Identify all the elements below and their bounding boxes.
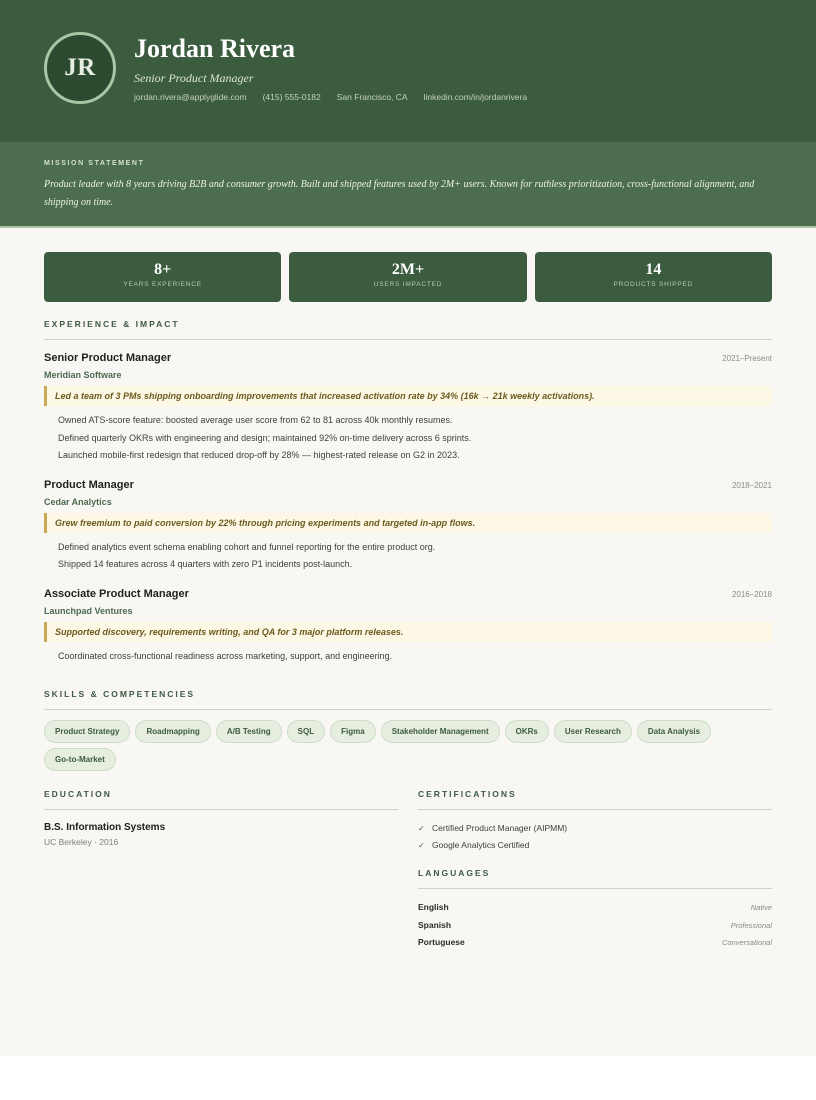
job-bullet: Owned ATS-score feature: boosted average user score from 62 to 81 across 40k monthly resumes.: [58, 415, 453, 425]
skill-chip: Roadmapping: [135, 720, 210, 743]
languages-section: [418, 868, 772, 952]
stats-row: [44, 252, 772, 302]
job-entry: [44, 479, 772, 574]
job-dates: 2016–2018: [731, 589, 772, 599]
job-company: Launchpad Ventures: [44, 605, 133, 616]
job-title: Associate Product Manager: [44, 587, 189, 600]
mission-text: Product leader with 8 years driving B2B and consumer growth. Built and shipped features used by 2M+ users. Known for ruthless prioritization, cross-functional alignment, and shipping on time.: [44, 179, 755, 208]
skill-chip: Figma: [330, 720, 376, 743]
job-bullet: Coordinated cross-functional readiness across marketing, support, and engineering.: [58, 650, 393, 661]
candidate-name: Jordan Rivera: [134, 34, 296, 63]
job-entry: [44, 352, 772, 465]
resume-header: [0, 0, 816, 142]
job-bullets: [44, 539, 772, 574]
language-list: [418, 899, 772, 952]
candidate-title: Senior Product Manager: [134, 71, 254, 85]
job-dates: 2021–Present: [722, 354, 772, 363]
section-title: EXPERIENCE & IMPACT: [44, 319, 772, 340]
stat-value: 8+: [154, 261, 172, 278]
skill-chip: A/B Testing: [216, 720, 282, 743]
job-bullets: [44, 412, 772, 465]
job-company: Meridian Software: [44, 370, 122, 380]
job-bullet: Launched mobile-first redesign that reduced drop-off by 28% — highest-rated release on G2 in 2023.: [58, 450, 460, 460]
skill-chip: Go-to-Market: [44, 748, 116, 771]
stat-value: 14: [645, 261, 662, 278]
skill-chips: [44, 720, 772, 771]
avatar-initials: JR: [64, 54, 96, 81]
contact-email[interactable]: jordan.rivera@applyglide.com: [134, 92, 247, 102]
mission-label: MISSION STATEMENT: [44, 160, 145, 167]
contact-linkedin[interactable]: linkedin.com/in/jordanrivera: [423, 92, 528, 102]
language-name: English: [418, 902, 449, 912]
certification-label: Certified Product Manager (AIPMM): [432, 823, 568, 833]
stat-label: PRODUCTS SHIPPED: [613, 281, 694, 288]
stat-years-experience: [44, 252, 281, 302]
stat-value: 2M+: [391, 261, 425, 278]
job-bullet: Defined quarterly OKRs with engineering and design; maintained 92% on-time delivery across 6 sprints.: [58, 432, 472, 443]
mission-statement: [0, 142, 816, 228]
stat-label: USERS IMPACTED: [373, 281, 443, 288]
certification-label: Google Analytics Certified: [432, 840, 530, 850]
stat-label: YEARS EXPERIENCE: [123, 281, 202, 288]
certification-list: [418, 820, 772, 854]
education-school: UC Berkeley · 2016: [44, 837, 119, 847]
language-level: Conversational: [721, 938, 772, 947]
skills-section: [44, 689, 772, 771]
language-item: [418, 934, 772, 952]
job-title: Product Manager: [44, 478, 134, 491]
check-icon: ✓: [418, 841, 425, 850]
skill-chip: User Research: [554, 720, 632, 743]
stat-users-impacted: [289, 252, 526, 302]
job-highlight: Led a team of 3 PMs shipping onboarding improvements that increased activation rate by 34% (16k → 21k weekly activations).: [44, 386, 772, 406]
skill-chip: Product Strategy: [44, 720, 130, 743]
job-bullet: Shipped 14 features across 4 quarters with zero P1 incidents post-launch.: [58, 559, 353, 569]
language-level: Professional: [730, 920, 772, 930]
skill-chip: Data Analysis: [637, 720, 711, 743]
language-name: Portuguese: [418, 937, 465, 947]
certification-item: [418, 820, 772, 837]
section-title: LANGUAGES: [418, 868, 772, 889]
experience-section: [44, 319, 772, 665]
check-icon: ✓: [418, 824, 425, 833]
skill-chip: Stakeholder Management: [381, 720, 500, 743]
section-title: SKILLS & COMPETENCIES: [44, 689, 772, 710]
job-entry: [44, 588, 772, 666]
section-title: CERTIFICATIONS: [418, 789, 772, 810]
language-item: [418, 917, 772, 935]
job-bullets: [44, 648, 772, 666]
job-bullet: Defined analytics event schema enabling cohort and funnel reporting for the entire product org.: [58, 541, 436, 552]
job-highlight: Supported discovery, requirements writing, and QA for 3 major platform releases.: [44, 622, 772, 642]
education-section: [44, 789, 398, 847]
skill-chip: SQL: [287, 720, 325, 743]
education-degree: B.S. Information Systems: [44, 822, 166, 833]
job-dates: 2018–2021: [731, 480, 772, 490]
certification-item: [418, 837, 772, 854]
skill-chip: OKRs: [505, 720, 549, 743]
section-title: EDUCATION: [44, 789, 398, 810]
stat-products-shipped: [535, 252, 772, 302]
language-name: Spanish: [418, 919, 452, 930]
language-level: Native: [750, 903, 772, 912]
job-highlight: Grew freemium to paid conversion by 22% through pricing experiments and targeted in-app flows.: [44, 513, 772, 533]
job-title: Senior Product Manager: [44, 352, 172, 364]
certifications-section: [418, 789, 772, 854]
contact-info: [134, 92, 527, 102]
contact-location: San Francisco, CA: [336, 92, 408, 102]
language-item: [418, 899, 772, 917]
avatar: [44, 32, 116, 104]
job-company: Cedar Analytics: [44, 496, 112, 507]
contact-phone: (415) 555-0182: [262, 92, 321, 102]
